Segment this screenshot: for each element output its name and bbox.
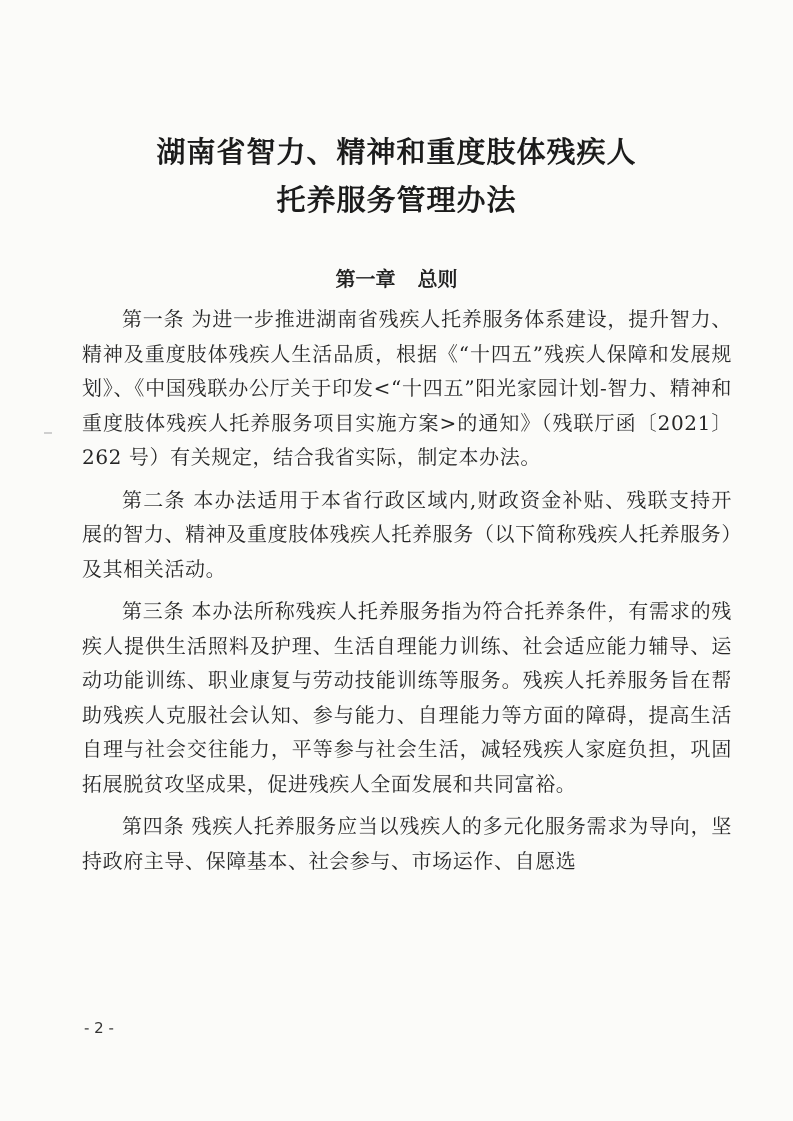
chapter-heading <box>0 263 793 292</box>
document-title-line-2: 托养服务管理办法 <box>276 183 517 217</box>
article-4-paragraph: 第四条 残疾人托养服务应当以残疾人的多元化服务需求为导向，坚持政府主导、保障基本、社会参与、市场运作、自愿选 <box>82 814 732 873</box>
chapter-number: 第一章 <box>335 267 396 291</box>
document-body <box>82 302 732 886</box>
scan-mark <box>44 432 52 434</box>
article-3-paragraph: 第三条 本办法所称残疾人托养服务指为符合托养条件，有需求的残疾人提供生活照料及护理、生活自理能力训练、社会适应能力辅导、运动功能训练、职业康复与劳动技能训练等服务。残疾人托养服务旨在帮助残疾人克服社会认知、参与能力、自理能力等方面的障碍，提高生活自理与社会交往能力，平等参与社会生活，减轻残疾人家庭负担，巩固拓展脱贫攻坚成果，促进残疾人全面发展和共同富裕。 <box>82 599 732 796</box>
chapter-name: 总则 <box>417 267 458 291</box>
article-2-paragraph: 第二条 本办法适用于本省行政区域内,财政资金补贴、残联支持开展的智力、精神及重度肢体残疾人托养服务（以下简称残疾人托养服务）及其相关活动。 <box>82 487 732 581</box>
page-number: - 2 - <box>84 1019 114 1037</box>
article-1-paragraph: 第一条 为进一步推进湖南省残疾人托养服务体系建设，提升智力、精神及重度肢体残疾人生活品质，根据《“十四五”残疾人保障和发展规划》、《中国残联办公厅关于印发<“十四五”阳光家园计划-智力、精神和重度肢体残疾人托养服务项目实施方案>的通知》（残联厅函〔2021〕262 号）有关规定，结合我省实际，制定本办法。 <box>82 307 732 469</box>
document-title-line-1: 湖南省智力、精神和重度肢体残疾人 <box>156 135 637 169</box>
